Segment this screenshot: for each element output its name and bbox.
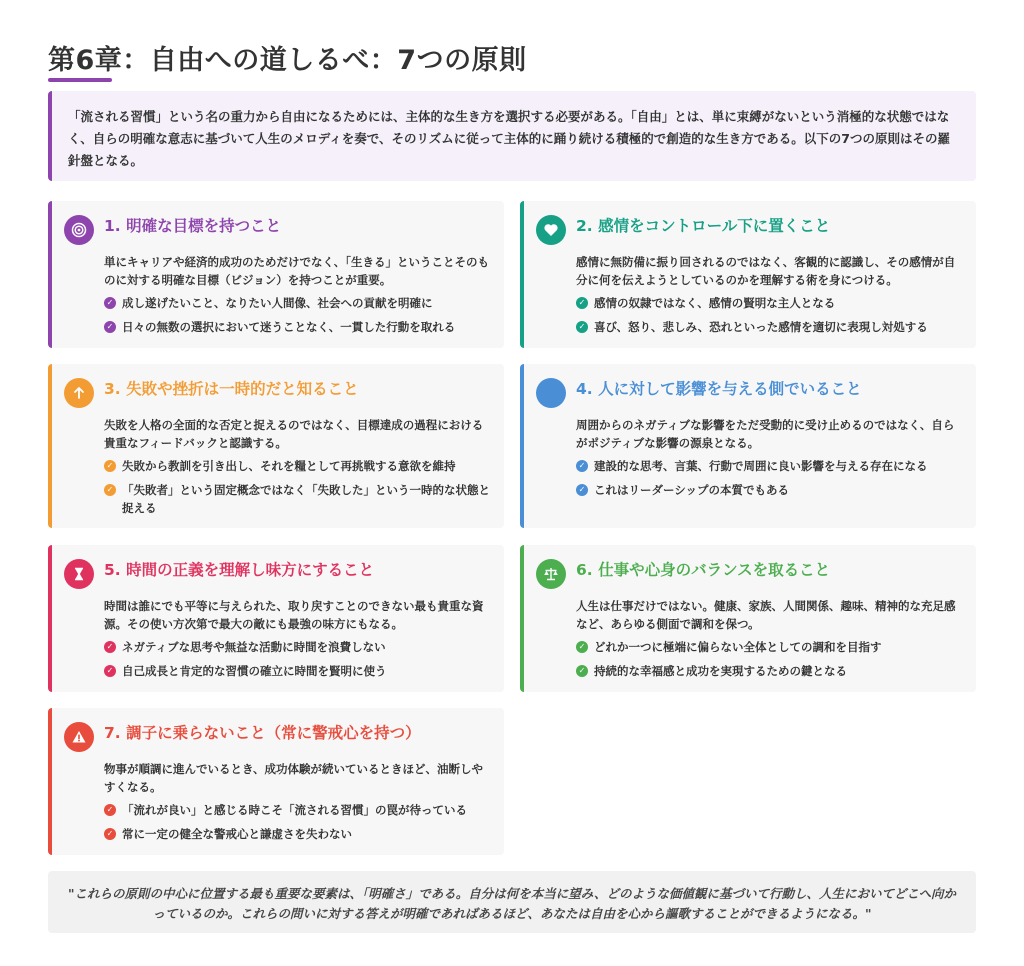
list-item: ✓ 成し遂げたいこと、なりたい人間像、社会への貢献を明確に bbox=[104, 294, 490, 312]
principle-points bbox=[576, 457, 962, 505]
list-item: ✓ 失敗から教訓を引き出し、それを糧として再挑戦する意欲を維持 bbox=[104, 457, 490, 475]
list-item: ✓ 日々の無数の選択において迷うことなく、一貫した行動を取れる bbox=[104, 318, 490, 336]
principle-card-1 bbox=[48, 201, 504, 348]
check-icon: ✓ bbox=[104, 828, 116, 840]
list-item: ✓ 自己成長と肯定的な習慣の確立に時間を賢明に使う bbox=[104, 662, 490, 680]
intro-text: 「流される習慣」という名の重力から自由になるためには、主体的な生き方を選択する必要がある。「自由」とは、単に束縛がないという消極的な状態ではなく、自らの明確な意志に基づいて人生のメロディを奏で、そのリズムに従って主体的に踊り続ける積極的で創造的な生き方である。以下の7つの原則はその羅針盤となる。 bbox=[48, 91, 976, 181]
check-icon: ✓ bbox=[104, 321, 116, 333]
target-icon bbox=[64, 215, 94, 245]
list-item: ✓ 「失敗者」という固定概念ではなく「失敗した」という一時的な状態と捉える bbox=[104, 481, 490, 517]
list-item: ✓ 持続的な幸福感と成功を実現するための鍵となる bbox=[576, 662, 962, 680]
closing-quote: "これらの原則の中心に位置する最も重要な要素は、「明確さ」である。自分は何を本当に望み、どのような価値観に基づいて行動し、人生においてどこへ向かっているのか。これらの問いに対する答えが明確であればあるほど、あなたは自由を心から謳歌することができるようになる。" bbox=[48, 871, 976, 933]
check-icon: ✓ bbox=[104, 641, 116, 653]
principle-title: 1. 明確な目標を持つこと bbox=[104, 217, 282, 235]
warning-icon bbox=[64, 722, 94, 752]
check-icon: ✓ bbox=[576, 460, 588, 472]
check-icon: ✓ bbox=[576, 321, 588, 333]
principle-title: 5. 時間の正義を理解し味方にすること bbox=[104, 561, 375, 579]
check-icon: ✓ bbox=[576, 665, 588, 677]
principle-description: 人生は仕事だけではない。健康、家族、人間関係、趣味、精神的な充足感など、あらゆる側面で調和を保つ。 bbox=[576, 599, 956, 631]
list-item: ✓ 常に一定の健全な警戒心と謙虚さを失わない bbox=[104, 825, 490, 843]
check-icon: ✓ bbox=[104, 484, 116, 496]
principle-title: 2. 感情をコントロール下に置くこと bbox=[576, 217, 831, 235]
principle-description: 感情に無防備に振り回されるのではなく、客観的に認識し、その感情が自分に何を伝えようとしているのかを理解する術を身につける。 bbox=[576, 255, 956, 287]
title-underline bbox=[48, 78, 112, 82]
principle-title: 4. 人に対して影響を与える側でいること bbox=[576, 380, 862, 398]
list-item: ✓ 感情の奴隷ではなく、感情の賢明な主人となる bbox=[576, 294, 962, 312]
principle-points bbox=[104, 294, 490, 342]
principle-card-6 bbox=[520, 545, 976, 692]
principle-card-3 bbox=[48, 364, 504, 528]
list-item: ✓ ネガティブな思考や無益な活動に時間を浪費しない bbox=[104, 638, 490, 656]
page-title: 第6章：自由への道しるべ：7つの原則 bbox=[48, 45, 527, 76]
check-icon: ✓ bbox=[104, 804, 116, 816]
balance-scale-icon bbox=[536, 559, 566, 589]
check-icon: ✓ bbox=[576, 297, 588, 309]
list-item: ✓ 建設的な思考、言葉、行動で周囲に良い影響を与える存在になる bbox=[576, 457, 962, 475]
principle-description: 周囲からのネガティブな影響をただ受動的に受け止めるのではなく、自らがポジティブな影響の源泉となる。 bbox=[576, 418, 955, 450]
check-icon: ✓ bbox=[576, 484, 588, 496]
principle-card-5 bbox=[48, 545, 504, 692]
principle-points bbox=[576, 294, 962, 342]
arrow-up-icon bbox=[64, 378, 94, 408]
list-item: ✓ 「流れが良い」と感じる時こそ「流される習慣」の罠が待っている bbox=[104, 801, 490, 819]
hourglass-icon bbox=[64, 559, 94, 589]
check-icon: ✓ bbox=[104, 460, 116, 472]
heart-icon bbox=[536, 215, 566, 245]
principle-card-4 bbox=[520, 364, 976, 528]
principle-title: 3. 失敗や挫折は一時的だと知ること bbox=[104, 380, 359, 398]
principle-points bbox=[104, 801, 490, 849]
check-icon: ✓ bbox=[576, 641, 588, 653]
principle-points bbox=[576, 638, 962, 686]
principle-description: 単にキャリアや経済的成功のためだけでなく、「生きる」ということそのものに対する明確な目標（ビジョン）を持つことが重要。 bbox=[104, 255, 490, 287]
principle-card-2 bbox=[520, 201, 976, 348]
principle-points bbox=[104, 638, 490, 686]
check-icon: ✓ bbox=[104, 665, 116, 677]
principle-description: 失敗を人格の全面的な否定と捉えるのではなく、目標達成の過程における貴重なフィードバックと認識する。 bbox=[104, 418, 484, 450]
principle-title: 6. 仕事や心身のバランスを取ること bbox=[576, 561, 831, 579]
principle-points bbox=[104, 457, 490, 523]
principle-description: 時間は誰にでも平等に与えられた、取り戻すことのできない最も貴重な資源。その使い方次第で最大の敵にも最強の味方にもなる。 bbox=[104, 599, 484, 631]
list-item: ✓ これはリーダーシップの本質でもある bbox=[576, 481, 962, 499]
list-item: ✓ どれか一つに極端に偏らない全体としての調和を目指す bbox=[576, 638, 962, 656]
check-icon: ✓ bbox=[104, 297, 116, 309]
principle-description: 物事が順調に進んでいるとき、成功体験が続いているときほど、油断しやすくなる。 bbox=[104, 762, 484, 794]
circle-icon bbox=[536, 378, 566, 408]
list-item: ✓ 喜び、怒り、悲しみ、恐れといった感情を適切に表現し対処する bbox=[576, 318, 962, 336]
principle-title: 7. 調子に乗らないこと（常に警戒心を持つ） bbox=[104, 724, 421, 742]
principle-card-7 bbox=[48, 708, 504, 855]
